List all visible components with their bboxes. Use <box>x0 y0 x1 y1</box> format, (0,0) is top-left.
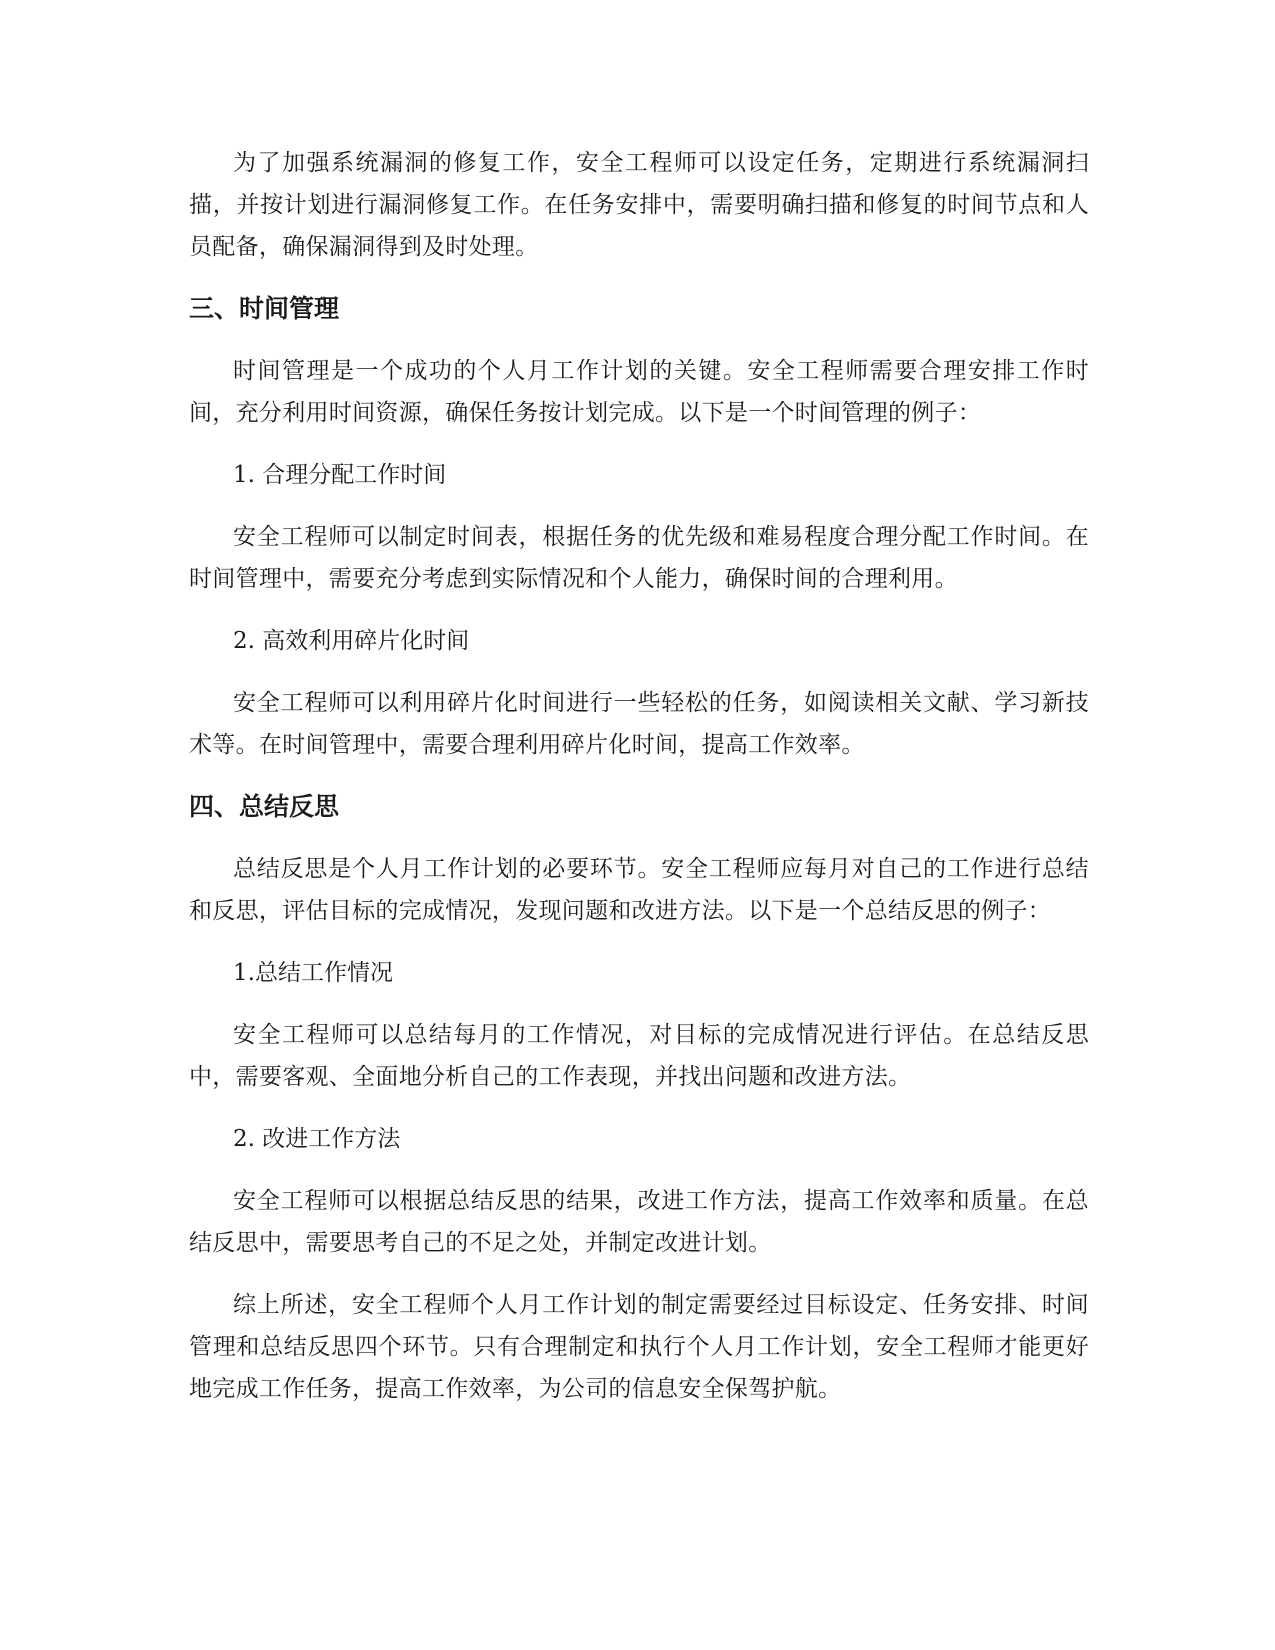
summarize-work-paragraph: 安全工程师可以总结每月的工作情况，对目标的完成情况进行评估。在总结反思中，需要客观、全面地分析自己的工作表现，并找出问题和改进方法。 <box>189 1022 1089 1090</box>
conclusion-paragraph: 综上所述，安全工程师个人月工作计划的制定需要经过目标设定、任务安排、时间管理和总结反思四个环节。只有合理制定和执行个人月工作计划，安全工程师才能更好地完成工作任务，提高工作效率，为公司的信息安全保驾护航。 <box>189 1292 1089 1402</box>
time-management-intro: 时间管理是一个成功的个人月工作计划的关键。安全工程师需要合理安排工作时间，充分利用时间资源，确保任务按计划完成。以下是一个时间管理的例子： <box>189 358 1089 426</box>
section-heading-time-management: 三、时间管理 <box>189 294 340 323</box>
list-item-summarize-work: 1.总结工作情况 <box>233 960 393 986</box>
fragmented-time-paragraph: 安全工程师可以利用碎片化时间进行一些轻松的任务，如阅读相关文献、学习新技术等。在时间管理中，需要合理利用碎片化时间，提高工作效率。 <box>189 690 1089 758</box>
document-page <box>189 142 1089 1430</box>
section-heading-summary-reflection: 四、总结反思 <box>189 792 340 821</box>
list-item-improve-methods: 2. 改进工作方法 <box>233 1126 401 1152</box>
list-item-allocate-time: 1. 合理分配工作时间 <box>233 462 447 488</box>
allocate-time-paragraph: 安全工程师可以制定时间表，根据任务的优先级和难易程度合理分配工作时间。在时间管理中，需要充分考虑到实际情况和个人能力，确保时间的合理利用。 <box>189 524 1089 592</box>
summary-reflection-intro: 总结反思是个人月工作计划的必要环节。安全工程师应每月对自己的工作进行总结和反思，评估目标的完成情况，发现问题和改进方法。以下是一个总结反思的例子： <box>189 856 1089 924</box>
intro-paragraph: 为了加强系统漏洞的修复工作，安全工程师可以设定任务，定期进行系统漏洞扫描，并按计划进行漏洞修复工作。在任务安排中，需要明确扫描和修复的时间节点和人员配备，确保漏洞得到及时处理。 <box>189 150 1089 260</box>
list-item-fragmented-time: 2. 高效利用碎片化时间 <box>233 628 470 654</box>
improve-methods-paragraph: 安全工程师可以根据总结反思的结果，改进工作方法，提高工作效率和质量。在总结反思中，需要思考自己的不足之处，并制定改进计划。 <box>189 1188 1089 1256</box>
